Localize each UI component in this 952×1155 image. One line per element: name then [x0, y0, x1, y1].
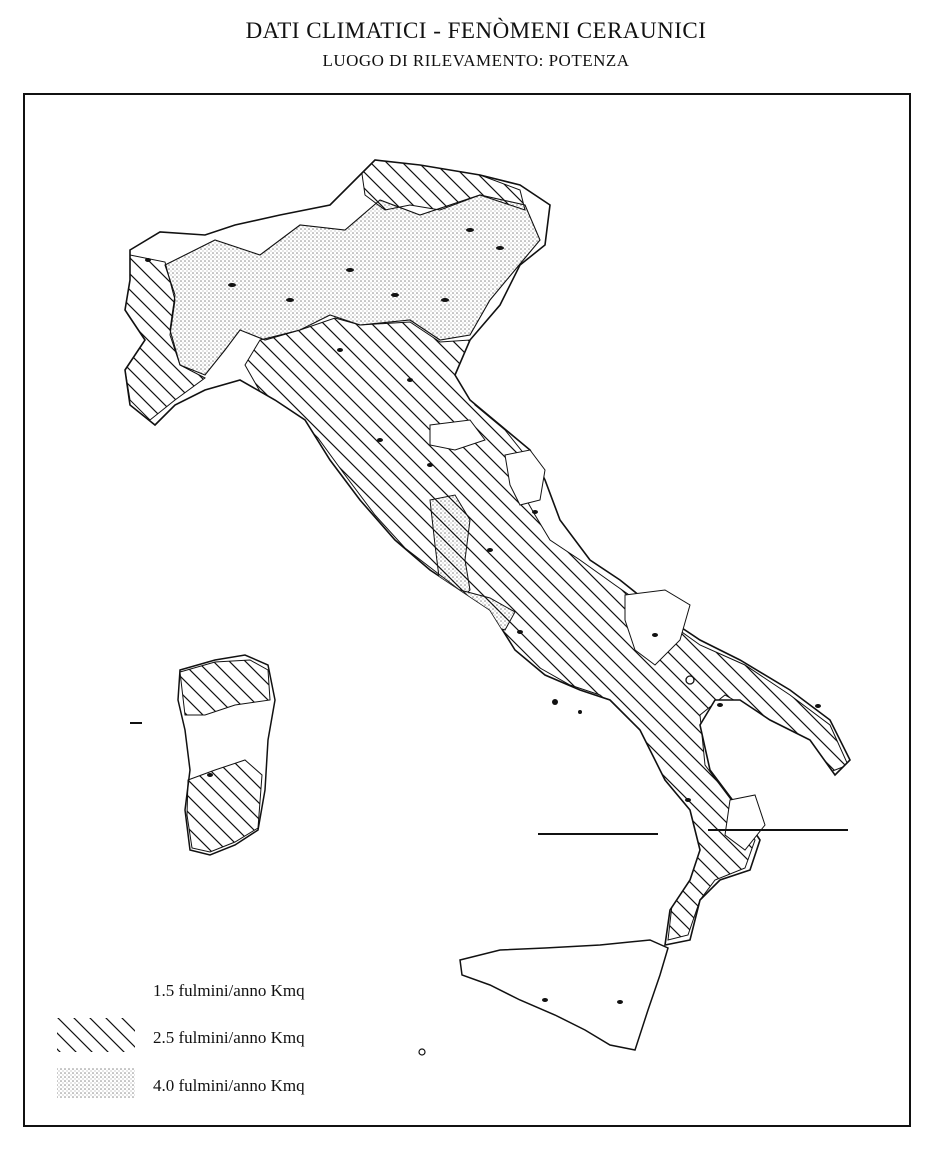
sardinia [178, 655, 275, 855]
sicily [460, 940, 668, 1050]
legend-label-2-5: 2.5 fulmini/anno Kmq [153, 1028, 305, 1047]
map-subtitle: LUOGO DI RILEVAMENTO: POTENZA [322, 51, 630, 70]
legend-label-4-0: 4.0 fulmini/anno Kmq [153, 1076, 305, 1095]
legend-label-1-5: 1.5 fulmini/anno Kmq [153, 981, 305, 1000]
map-title: DATI CLIMATICI - FENÒMENI CERAUNICI [245, 18, 707, 43]
legend-swatches [57, 1018, 135, 1098]
